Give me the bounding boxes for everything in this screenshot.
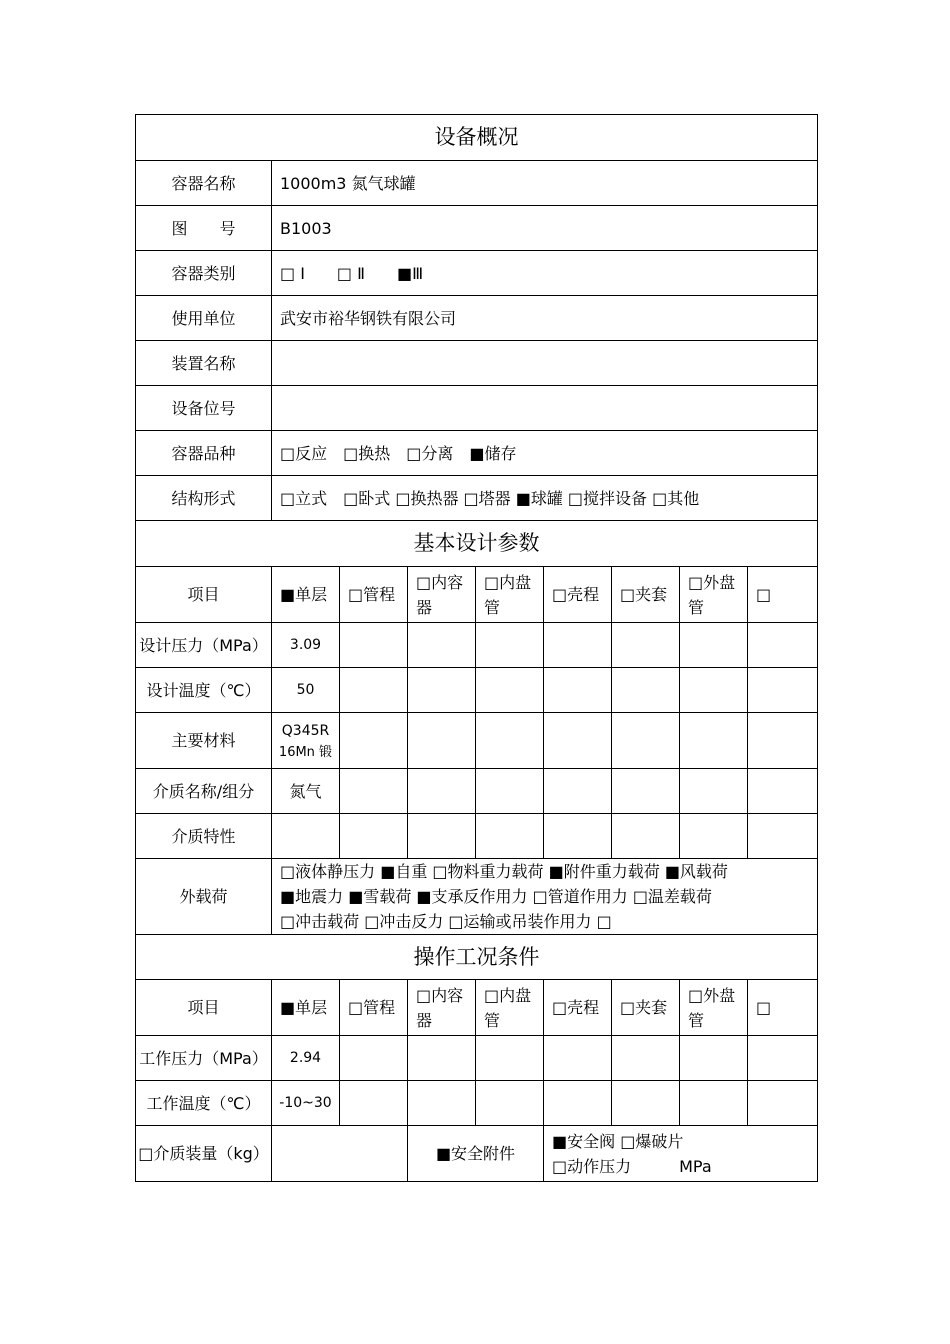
medium-name-value: 氮气	[272, 769, 340, 814]
medium-property-label: 介质特性	[136, 814, 272, 859]
safety-accessory-label: ■安全附件	[408, 1126, 544, 1182]
equipment-tag-label: 设备位号	[136, 386, 272, 431]
operating-col-single-layer: ■单层	[272, 980, 340, 1036]
operating-col-jacket: □夹套	[612, 980, 680, 1036]
action-pressure-line: □动作压力 MPa	[552, 1156, 712, 1176]
design-pressure-value: 3.09	[272, 623, 340, 668]
user-unit-value: 武安市裕华钢铁有限公司	[272, 296, 818, 341]
drawing-no-label: 图 号	[136, 206, 272, 251]
vessel-name-value: 1000m3 氮气球罐	[272, 161, 818, 206]
design-col-inner-vessel: □内容器	[408, 567, 476, 623]
material-forging: 16Mn 锻	[278, 744, 333, 760]
external-load-line: □液体静压力 ■自重 □物料重力载荷 ■附件重力载荷 ■风载荷	[280, 862, 728, 881]
user-unit-label: 使用单位	[136, 296, 272, 341]
main-material-label: 主要材料	[136, 713, 272, 769]
operating-col-tube-side: □管程	[340, 980, 408, 1036]
operating-col-shell-side: □壳程	[544, 980, 612, 1036]
overview-title: 设备概况	[136, 115, 818, 161]
operating-header-label: 项目	[136, 980, 272, 1036]
operating-col-other: □	[748, 980, 818, 1036]
safety-valve-line: ■安全阀 □爆破片	[552, 1131, 684, 1151]
safety-accessory-value	[544, 1126, 818, 1182]
working-pressure-value: 2.94	[272, 1036, 340, 1081]
device-name-value	[272, 341, 818, 386]
device-name-label: 装置名称	[136, 341, 272, 386]
drawing-no-value: B1003	[272, 206, 818, 251]
operating-col-inner-coil: □内盘管	[476, 980, 544, 1036]
vessel-class-label: 容器类别	[136, 251, 272, 296]
vessel-type-label: 容器品种	[136, 431, 272, 476]
external-load-line: ■地震力 ■雪载荷 ■支承反作用力 □管道作用力 □温差载荷	[280, 887, 712, 906]
external-load-line: □冲击载荷 □冲击反力 □运输或吊装作用力 □	[280, 912, 612, 931]
design-temperature-value: 50	[272, 668, 340, 713]
main-material-value	[272, 713, 340, 769]
medium-charge-value	[272, 1126, 408, 1182]
external-load-value	[272, 859, 818, 935]
design-title: 基本设计参数	[136, 521, 818, 567]
vessel-name-label: 容器名称	[136, 161, 272, 206]
design-pressure-label: 设计压力（MPa）	[136, 623, 272, 668]
design-header-label: 项目	[136, 567, 272, 623]
design-col-single-layer: ■单层	[272, 567, 340, 623]
medium-property-value	[272, 814, 340, 859]
working-temperature-value: -10~30	[272, 1081, 340, 1126]
medium-charge-label: □介质装量（kg）	[136, 1126, 272, 1182]
design-col-shell-side: □壳程	[544, 567, 612, 623]
working-pressure-label: 工作压力（MPa）	[136, 1036, 272, 1081]
design-col-jacket: □夹套	[612, 567, 680, 623]
equipment-tag-value	[272, 386, 818, 431]
design-col-tube-side: □管程	[340, 567, 408, 623]
external-load-label: 外载荷	[136, 859, 272, 935]
structure-label: 结构形式	[136, 476, 272, 521]
material-plate: Q345R	[281, 722, 330, 739]
vessel-class-value: □ Ⅰ □ Ⅱ ■Ⅲ	[272, 251, 818, 296]
operating-title: 操作工况条件	[136, 935, 818, 980]
design-temperature-label: 设计温度（℃）	[136, 668, 272, 713]
operating-col-inner-vessel: □内容器	[408, 980, 476, 1036]
design-col-inner-coil: □内盘管	[476, 567, 544, 623]
design-col-other: □	[748, 567, 818, 623]
operating-col-outer-coil: □外盘管	[680, 980, 748, 1036]
design-col-outer-coil: □外盘管	[680, 567, 748, 623]
equipment-form	[135, 114, 818, 1182]
medium-name-label: 介质名称/组分	[136, 769, 272, 814]
vessel-type-value: □反应 □换热 □分离 ■储存	[272, 431, 818, 476]
structure-value: □立式 □卧式 □换热器 □塔器 ■球罐 □搅拌设备 □其他	[272, 476, 818, 521]
working-temperature-label: 工作温度（℃）	[136, 1081, 272, 1126]
